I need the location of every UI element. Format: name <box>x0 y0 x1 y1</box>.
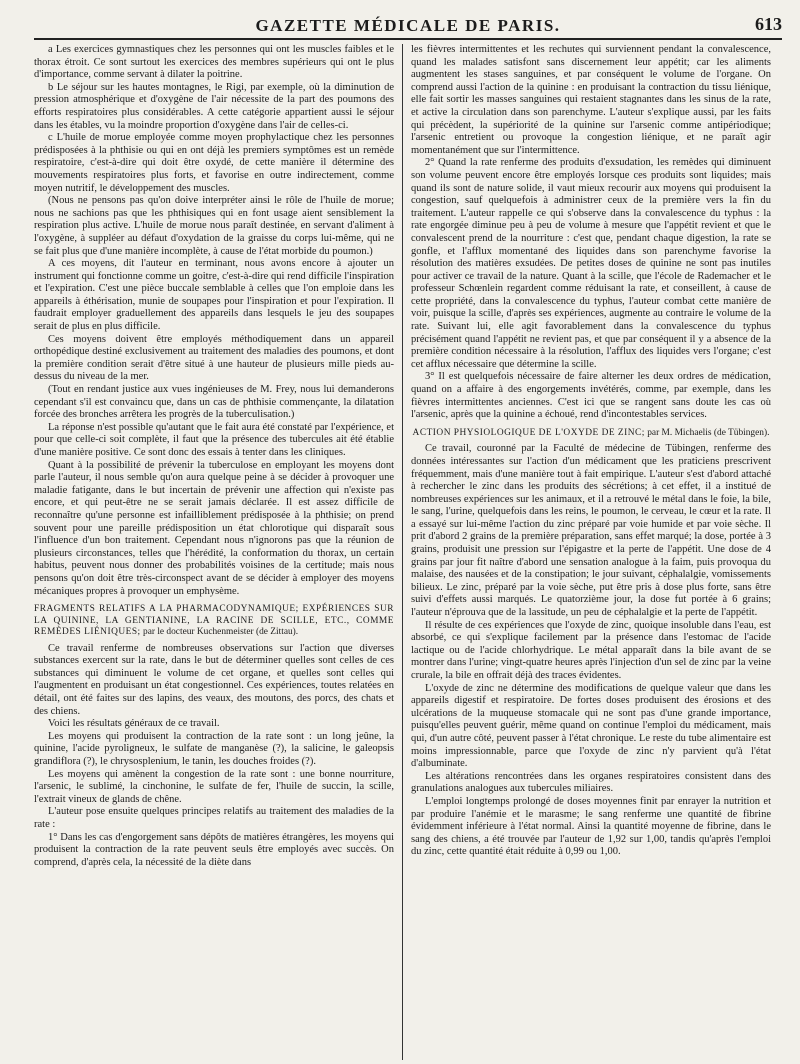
journal-title: GAZETTE MÉDICALE DE PARIS. <box>255 16 561 35</box>
paragraph: a Les exercices gymnastiques chez les personnes qui ont les muscles faibles et le thorax étroit. Ce sont surtout les exercices des membres supérieurs qui ont le plus d'importance, comme servant à dilater la poitrine. <box>34 44 394 81</box>
paragraph: Les moyens qui amènent la congestion de la rate sont : une bonne nourriture, l'arsenic, le sublimé, la cinchonine, le sulfate de fer, l'huile de succin, la scille, l'extrait vineux de glands de chêne. <box>34 768 394 805</box>
section-title: FRAGMENTS RELATIFS A LA PHARMACODYNAMIQUE; EXPÉRIENCES SUR LA QUININE, LA GENTIANINE, LA RACINE DE SCILLE, ETC., COMME REMÈDES LIÉNIQUES; <box>34 604 394 638</box>
paragraph: L'oxyde de zinc ne détermine des modifications de quelque valeur que dans les appareils digestif et respiratoire. De fortes doses produisent des érosions et des ulcérations de la muqueuse stomacale qui ne sont pas d'une grande importance, puisqu'elles peuvent guérir, même quand on continue l'emploi du médicament, mais qui, d'un autre côté, peuvent passer à l'état chronique. Le reste du tube alimentaire est moins impressionnable, parce que l'oxyde de zinc n'y parvient qu'à l'état d'albuminate. <box>411 682 771 770</box>
paragraph: Il résulte de ces expériences que l'oxyde de zinc, quoique insoluble dans l'eau, est absorbé, ce qui s'explique facilement par la présence dans l'estomac de l'acide lactique ou de l'acide chlorhydrique. Le métal apparaît dans la bile avant de se montrer dans l'urine; vingt-quatre heures après l'injection d'un sel de zinc par la veine crurale, la bile en offrait déjà des traces évidentes. <box>411 619 771 681</box>
paragraph: 1° Dans les cas d'engorgement sans dépôts de matières étrangères, les moyens qui produisent la contraction de la rate peuvent seuls être employés avec succès. On comprend, d'après cela, la nécessité de la diète dans <box>34 831 394 868</box>
paragraph: les fièvres intermittentes et les rechutes qui surviennent pendant la convalescence, quand les malades satisfont sans discernement leur appétit; car les aliments augmentent les stases sanguines, et par conséquent le volume de l'organe. On comprend aussi l'action de la quinine : en produisant la contraction du tissu liénique, elle fait sortir les masses sanguines qui restaient stagnantes dans les sinus de la rate, et active la circulation dans son parenchyme. L'auteur s'explique aussi, par les faits qui précèdent, la supériorité de la quinine sur l'arsenic comme antipériodique; l'arsenic entretient ou provoque la congestion liénique, et ne paraît agir momentanément que sur l'intermittence. <box>411 44 771 156</box>
section-heading <box>411 428 771 440</box>
paragraph: 2° Quand la rate renferme des produits d'exsudation, les remèdes qui diminuent son volume peuvent encore être employés lorsque ces produits sont liquides; mais quand ils sont de nature solide, il vaut mieux recourir aux moyens qui produisent la congestion, sauf quelquefois à administrer ceux de la première vers la fin du traitement. L'auteur rappelle ce qui s'observe dans la convalescence du typhus : la rate engorgée diminue peu à peu de volume à mesure que l'appétit revient et que le convalescent prend de la nourriture : c'est que, pendant chaque digestion, la rate se gonfle, et l'afflux momentané des liquides dans son parenchyme favorise la résolution des matières exsudées. De petites doses de quinine ne sont pas inutiles pour activer ce travail de la nature. Quant à la scille, que l'école de Rademacher et le professeur Schœnlein regardent comme réduisant la rate, et conseillent, à cause de cette propriété, dans la convalescence du typhus, l'auteur combat cette manière de voir, puisque la scille, d'après ses expériences, augmente au contraire le volume de la rate. Suivant lui, elle agit favorablement dans la convalescence du typhus précisément quand l'appétit ne revient pas, et que par conséquent il y a absence de la première condition nécessaire à la résolution, l'afflux des liquides vers l'organe; c'est cet afflux nécessaire que détermine la scille. <box>411 157 771 370</box>
paragraph: Ces moyens doivent être employés méthodiquement dans un appareil orthopédique destiné exclusivement au traitement des maladies des poumons, et dont la première condition serait d'être situé à une hauteur de plusieurs mille pieds au-dessus du niveau de la mer. <box>34 333 394 383</box>
paragraph: (Nous ne pensons pas qu'on doive interpréter ainsi le rôle de l'huile de morue; nous ne sachions pas que les phthisiques qui en font usage aient sensiblement la respiration plus active. L'huile de morue nous paraît destinée, en servant d'aliment à l'oxygène, à suppléer au défaut d'oxydation de la graisse du corps lui-même, qui ne se fait plus que d'une manière incomplète, à cause de l'état morbide du poumon.) <box>34 195 394 257</box>
paragraph: L'auteur pose ensuite quelques principes relatifs au traitement des maladies de la rate : <box>34 806 394 830</box>
paragraph: Quant à la possibilité de prévenir la tuberculose en employant les moyens dont parle l'auteur, il nous semble qu'on aura quelque peine à se décider à provoquer une maladie fatigante, dans le but incertain de prévenir une affection qui n'existe pas encore, et qui peut-être ne se serait jamais déclarée. Il est assez difficile de reconnaître qu'une personne est infailliblement prédisposée à la phthisie; on prend souvent pour une pareille prédisposition un état chlorotique qui disparaît sous l'influence d'un bon traitement. Cependant nous n'ignorons pas que la réunion de plusieurs circonstances, telles que l'hérédité, la conformation du thorax, un certain habitus, peuvent nous donner des probabilités voisines de la certitude; mais nous pensons qu'on doit être très-circonspect avant de se décider à employer des moyens mécaniques propres à provoquer un emphysème. <box>34 459 394 597</box>
page-header <box>34 8 782 40</box>
paragraph: L'emploi longtemps prolongé de doses moyennes finit par enrayer la nutrition et par produire l'anémie et le marasme; le sang renferme une quantité de fibrine évidemment inférieure à l'état normal. Ainsi la quantité moyenne de fibrine, dans le sang des chiens, a été trouvée par l'auteur de 1,92 sur 1,00, tandis qu'après l'emploi du zinc, cette quantité était réduite à 0,99 ou 1,00. <box>411 795 771 858</box>
section-byline: par le docteur Kuchenmeister (de Zittau). <box>140 627 299 638</box>
paragraph: Les moyens qui produisent la contraction de la rate sont : un long jeûne, la quinine, l'acide pyroligneux, le sulfate de manganèse (?), la salicine, le galeopsis grandiflora (?), le chrysosplenium, le tanin, les douches froides (?). <box>34 730 394 767</box>
paragraph: A ces moyens, dit l'auteur en terminant, nous avons encore à ajouter un instrument qui fonctionne comme un goitre, c'est-à-dire qui rend difficile l'inspiration et l'expiration. C'est une pièce buccale semblable à celles que l'on emploie dans les appareils à éthérisation, munie de soupapes pour l'inspiration et pour l'expiration. Il faudrait employer graduellement des appareils dans lesquels le jeu des soupapes serait de plus en plus difficile. <box>34 258 394 333</box>
paragraph: La réponse n'est possible qu'autant que le fait aura été constaté par l'expérience, et pour que celle-ci soit complète, il faut que la présence des tubercules ait été établie d'une manière positive. Ce sont donc des essais à tenter dans les cliniques. <box>34 421 394 458</box>
left-column <box>34 44 402 1060</box>
paragraph: c L'huile de morue employée comme moyen prophylactique chez les personnes prédisposées à la phthisie ou qui en ont déjà les premiers symptômes est un remède respiratoire, c'est-à-dire qui doit être oxydé, de cette manière il détermine des mouvements respiratoires plus forts, et favorise en outre indirectement, comme moyen nutritif, le développement des muscles. <box>34 132 394 194</box>
right-column <box>402 44 771 1060</box>
section-title: ACTION PHYSIOLOGIQUE DE L'OXYDE DE ZINC; <box>412 427 645 438</box>
paragraph: Ce travail renferme de nombreuses observations sur l'action que diverses substances exercent sur la rate, dans le but de déterminer quelles sont celles de ces substances qui diminuent le volume de cet organe, et quelles sont celles qui l'augmentent en produisant un état congestionnel. Ces expériences, toutes relatées en détail, ont été faites sur des lapins, des veaux, des moutons, des porcs, des chats et des chiens. <box>34 642 394 717</box>
paragraph: Voici les résultats généraux de ce travail. <box>48 718 220 730</box>
two-column-body <box>34 44 782 1060</box>
page-number: 613 <box>755 14 782 34</box>
paragraph: Les altérations rencontrées dans les organes respiratoires consistent dans des granulations analogues aux tubercules miliaires. <box>411 770 771 795</box>
section-heading <box>34 604 394 639</box>
section-byline: par M. Michaelis (de Tübingen). <box>644 427 770 438</box>
paragraph: 3° Il est quelquefois nécessaire de faire alterner les deux ordres de médication, quand on a affaire à des engorgements invétérés, comme, par exemple, dans les fièvres intermittentes anciennes. C'est ici que se rangent sans doute les cas où l'arsenic, après que la quinine a échoué, rend d'incontestables services. <box>411 371 771 421</box>
paragraph: Ce travail, couronné par la Faculté de médecine de Tübingen, renferme des données intéressantes sur l'action d'un médicament que les praticiens prescrivent fréquemment, mais d'une manière tout à fait empirique. L'auteur s'est d'abord attaché à rechercher le zinc dans les produits des sécrétions; à cet effet, il a institué de nombreuses expériences sur les animaux, et il a retrouvé le métal dans le foie, la bile, le sang, l'urine, quelquefois dans les reins, le poumon, le cerveau, le cœur et la rate. Il a essayé sur lui-même l'action du zinc préparé par voie humide et par voie sèche. Il prit d'abord 2 grains de la première préparation, sans effet marqué; la dose, portée à 3 grains, produisit une pression sur l'épigastre et la perte de l'appétit. Une dose de 4 grains par jour fit naître d'abord une sensation analogue à la faim, puis provoqua du malaise, des nausées et de la constipation; le jour suivant, céphalalgie, vomissements bilieux. Le zinc, préparé par la voie sèche, put être pris à dose plus forte, sans être suivi d'effets aussi marqués. Le quatorzième jour, la dose fut portée à 6 grains; l'auteur n'éprouva que de la lassitude, un peu de céphalalgie et la perte de l'appétit. <box>411 443 771 619</box>
paragraph: b Le séjour sur les hautes montagnes, le Rigi, par exemple, où la diminution de pression atmosphérique et d'oxygène de l'air nécessite de la part des poumons des efforts respiratoires plus considérables. A cette catégorie appartient aussi le séjour dans les étables, vu la moindre proportion d'oxygène dans l'air de celles-ci. <box>34 81 394 131</box>
paragraph: (Tout en rendant justice aux vues ingénieuses de M. Frey, nous lui demanderons cependant s'il est convaincu que, dans un cas de phthisie commençante, la dilatation forcée des bronches arrêtera les progrès de la tuberculisation.) <box>34 384 394 421</box>
